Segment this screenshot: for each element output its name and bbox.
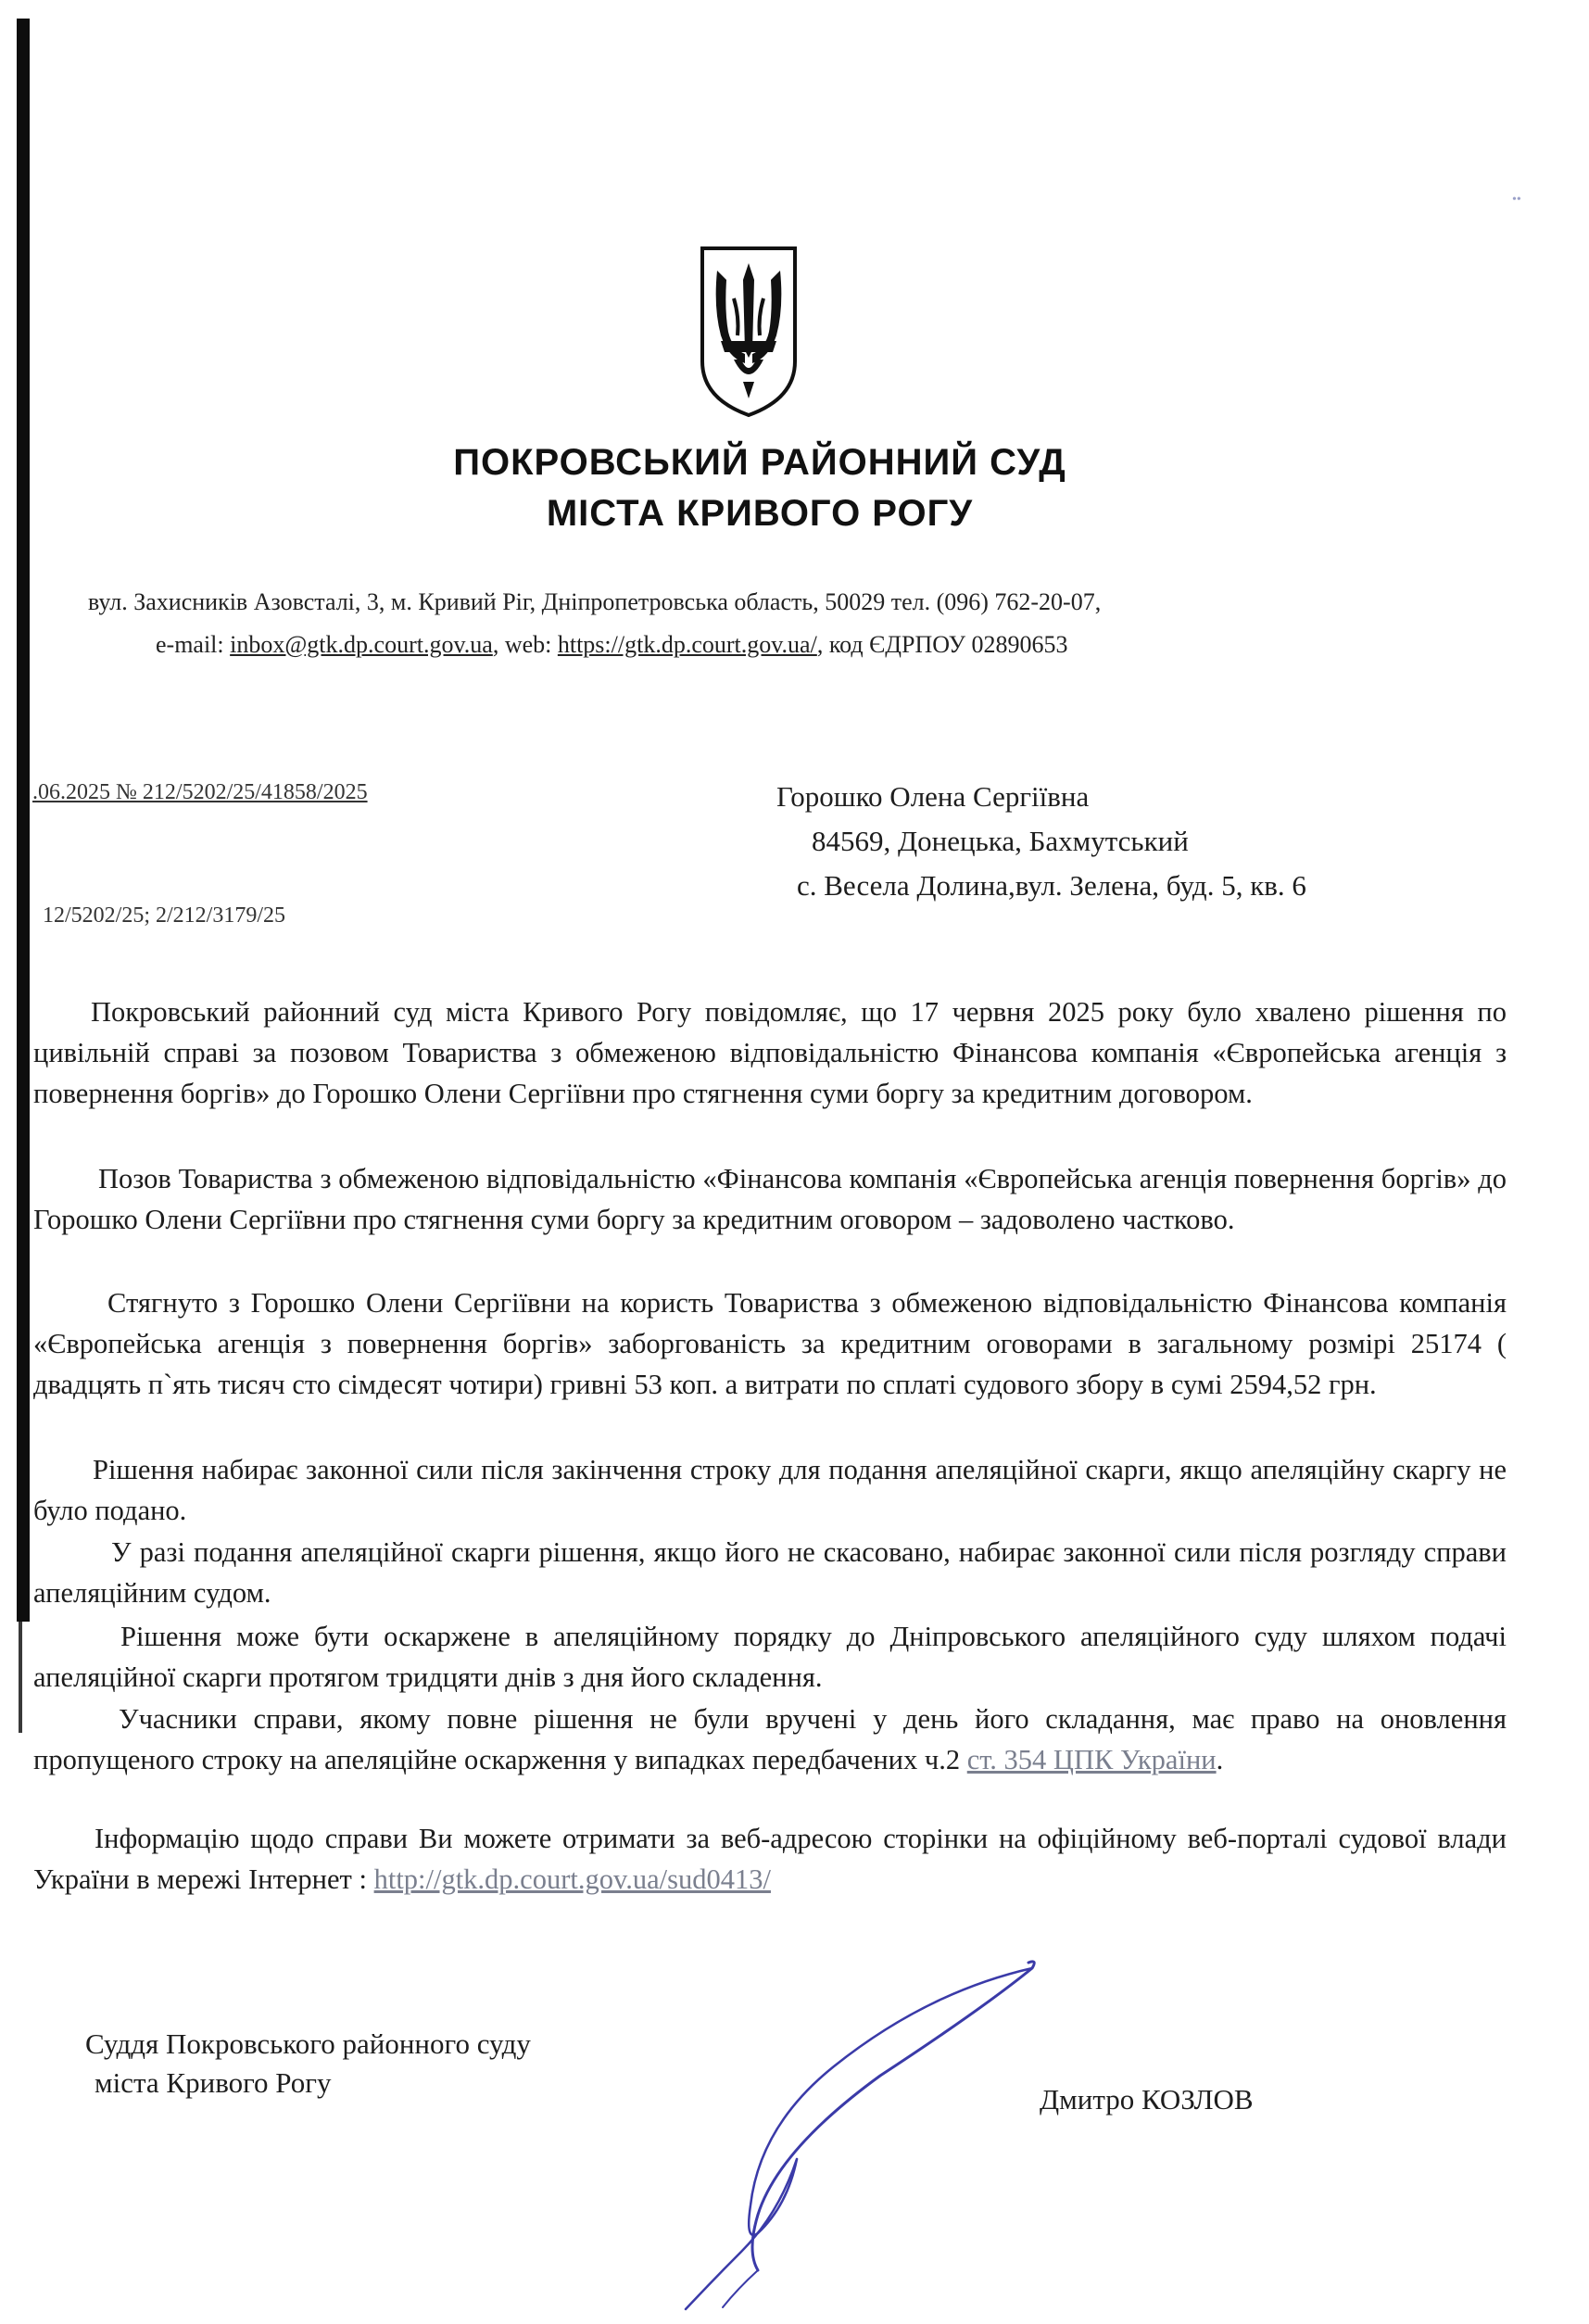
- info-text: Інформацію щодо справи Ви можете отримати за веб-адресою сторінки на офіційному веб-порталі судової влади України в мережі Інтернет :: [33, 1823, 1507, 1895]
- handwritten-signature: [649, 1937, 1075, 2317]
- court-portal-link[interactable]: http://gtk.dp.court.gov.ua/sud0413/: [373, 1863, 771, 1895]
- recipient-address-line-2: с. Весела Долина,вул. Зелена, буд. 5, кв. 6: [797, 869, 1306, 902]
- edrpou-code: , код ЄДРПОУ 02890653: [816, 631, 1068, 658]
- body-paragraph-recovered: Стягнуто з Горошко Олени Сергіївни на користь Товариства з обмеженою відповідальністю Фінансова компанія «Європейська агенція з повернення боргів» заборгованість за кредитним оговорами в загальному розмірі 25174 ( двадцять п`ять тисяч сто сімдесят чотири) гривні 53 коп. а витрати по сплаті судового збору в сумі 2594,52 грн.: [33, 1287, 1507, 1400]
- email-prefix: e-mail:: [156, 631, 231, 658]
- body-paragraph-appeal-procedure: Рішення може бути оскаржене в апеляційному порядку до Дніпровського апеляційного суду шляхом подачі апеляційної скарги протягом тридцяти днів з дня його складення.: [33, 1621, 1507, 1693]
- court-address: вул. Захисників Азовсталі, 3, м. Кривий Ріг, Дніпропетровська область, 50029 тел. (096) 762-20-07,: [88, 588, 1102, 615]
- judge-name: Дмитро КОЗЛОВ: [1040, 2083, 1254, 2116]
- body-paragraph-renewal: [33, 1699, 1507, 1780]
- judge-title-line-1: Суддя Покровського районного суду: [85, 2027, 531, 2060]
- scan-edge-bar: [17, 19, 30, 1622]
- body-paragraph-appeal-filed: У разі подання апеляційної скарги рішення, якщо його не скасовано, набирає законної сили після розгляду справи апеляційним судом.: [33, 1536, 1507, 1609]
- recipient-address-line-1: 84569, Донецька, Бахмутський: [812, 825, 1189, 857]
- body-paragraph-claim: Позов Товариства з обмеженою відповідальністю «Фінансова компанія «Європейська агенція повернення боргів» до Горошко Олени Сергіївни про стягнення суми боргу за кредитним оговором – задоволено частково.: [33, 1163, 1507, 1235]
- scan-edge-bar-lower: [19, 1622, 22, 1733]
- renewal-text: Учасники справи, якому повне рішення не були вручені у день його складання, має право на оновлення пропущеного строку на апеляційне оскарження у випадках передбачених ч.2: [33, 1703, 1507, 1775]
- website-link[interactable]: https://gtk.dp.court.gov.ua/: [557, 631, 817, 658]
- body-paragraph-decision: Покровський районний суд міста Кривого Рогу повідомляє, що 17 червня 2025 року було хвалено рішення по цивільній справі за позовом Товариства з обмеженою відповідальністю Фінансова компанія «Європейська агенція з повернення боргів» до Горошко Олени Сергіївни про стягнення суми боргу за кредитним договором.: [33, 996, 1507, 1109]
- outgoing-number: .06.2025 № 212/5202/25/41858/2025: [32, 780, 368, 804]
- web-prefix: , web:: [492, 631, 558, 658]
- court-name-line-2: МІСТА КРИВОГО РОГУ: [546, 493, 974, 534]
- cpc-article-link[interactable]: ст. 354 ЦПК України: [966, 1744, 1217, 1775]
- case-number: 12/5202/25; 2/212/3179/25: [43, 903, 286, 928]
- recipient-name: Горошко Олена Сергіївна: [776, 780, 1090, 813]
- trident-coat-of-arms-icon: [697, 243, 801, 419]
- body-paragraph-info: [33, 1818, 1507, 1900]
- judge-title-line-2: міста Кривого Рогу: [95, 2066, 332, 2099]
- renewal-end: .: [1216, 1744, 1224, 1775]
- court-name-line-1: ПОКРОВСЬКИЙ РАЙОННИЙ СУД: [453, 442, 1066, 483]
- court-contacts: [156, 631, 1067, 659]
- body-paragraph-legal-force: Рішення набирає законної сили після закінчення строку для подання апеляційної скарги, якщо апеляційну скаргу не було подано.: [33, 1454, 1507, 1526]
- email-link[interactable]: inbox@gtk.dp.court.gov.ua: [230, 631, 493, 658]
- scan-mark: ••: [1512, 193, 1521, 207]
